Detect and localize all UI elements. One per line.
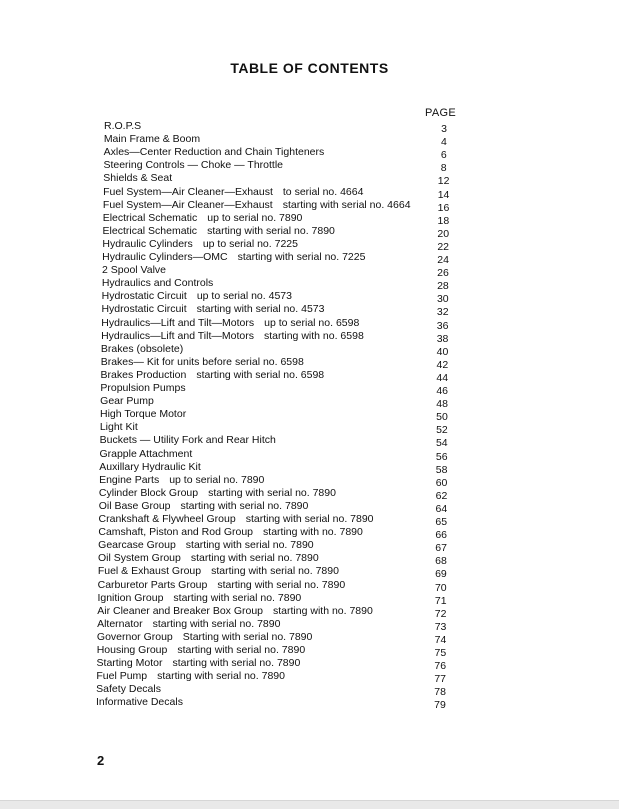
- toc-entry-title: Informative Decals: [96, 696, 183, 709]
- toc-entry: [96, 696, 183, 709]
- toc-entry-page: 48: [436, 398, 448, 411]
- toc-entry: [100, 421, 138, 434]
- toc-entry-title: Cylinder Block Group: [98, 486, 199, 499]
- toc-entry: [104, 120, 141, 133]
- toc-entry-serial-note: up to serial no. 7890: [207, 211, 303, 224]
- toc-entry: [100, 395, 154, 408]
- toc-entry-title: 2 Spool Valve: [102, 264, 167, 277]
- toc-entry-title: Light Kit: [99, 421, 138, 434]
- toc-entry-title: Engine Parts: [99, 473, 160, 486]
- toc-entry-page: 32: [436, 306, 449, 319]
- toc-entry: [102, 238, 298, 251]
- toc-entry-serial-note: starting with serial no. 4664: [282, 198, 411, 211]
- toc-entry-title: Electrical Schematic: [102, 211, 198, 224]
- toc-entry-page: 68: [435, 555, 447, 568]
- toc-entry: [103, 225, 335, 238]
- toc-entry-page: 75: [434, 647, 447, 659]
- toc-entry-page: 8: [440, 162, 447, 175]
- toc-entry-page: 74: [434, 633, 447, 646]
- page-title: TABLE OF CONTENTS: [230, 60, 389, 76]
- toc-entry: [101, 303, 324, 316]
- toc-entry: [103, 186, 363, 199]
- toc-entry: [96, 670, 285, 683]
- toc-entry-page: 79: [434, 699, 446, 712]
- toc-entry-title: Brakes— Kit for units before serial no. 6598: [100, 355, 304, 368]
- toc-entry-title: Fuel & Exhaust Group: [97, 565, 202, 578]
- toc-entry-page: 12: [437, 175, 450, 188]
- toc-entry-page: 28: [437, 280, 449, 293]
- toc-entry: [98, 552, 319, 565]
- toc-entry: [98, 579, 346, 592]
- toc-entry: [97, 605, 373, 618]
- toc-entry-page: 56: [435, 450, 448, 463]
- toc-entry-title: Hydraulic Cylinders: [102, 237, 193, 250]
- toc-entry-title: Fuel Pump: [96, 670, 148, 683]
- toc-entry-page: 16: [437, 201, 450, 214]
- toc-entry-page: 24: [437, 254, 449, 266]
- toc-entry-page: 30: [436, 293, 449, 306]
- toc-entry-page: 77: [434, 673, 447, 686]
- toc-entry-page: 14: [437, 188, 450, 201]
- toc-entry: [99, 448, 192, 461]
- toc-entry: [98, 526, 362, 539]
- toc-entry: [100, 408, 186, 421]
- toc-entry-page: 3: [441, 123, 447, 135]
- toc-entry-title: Hydraulic Cylinders—OMC: [102, 251, 228, 263]
- toc-entry: [103, 199, 411, 212]
- toc-entry: [101, 330, 364, 343]
- toc-entry-serial-note: starting with serial no. 7890: [177, 644, 306, 656]
- toc-entry-title: Air Cleaner and Breaker Box Group: [97, 604, 264, 617]
- toc-entry-page: 60: [435, 476, 448, 489]
- toc-entry-title: Fuel System—Air Cleaner—Exhaust: [102, 198, 273, 211]
- toc-entry-title: Buckets — Utility Fork and Rear Hitch: [99, 434, 276, 447]
- toc-entry-serial-note: starting with serial no. 7890: [190, 552, 319, 565]
- toc-entry-page: 50: [436, 411, 448, 424]
- toc-entry-serial-note: starting with serial no. 7890: [180, 499, 309, 512]
- toc-entry: [104, 133, 200, 146]
- toc-entry-page: 46: [436, 385, 449, 397]
- toc-entry: [103, 212, 303, 225]
- toc-entry-page: 72: [434, 607, 447, 620]
- toc-entry-title: High Torque Motor: [100, 408, 187, 421]
- toc-entry-serial-note: starting with serial no. 7890: [152, 617, 281, 630]
- toc-entry-serial-note: starting with serial no. 7890: [245, 513, 374, 525]
- toc-entry-title: Brakes (obsolete): [100, 342, 184, 355]
- toc-entry-serial-note: up to serial no. 4573: [196, 290, 292, 303]
- toc-entry-page: 62: [435, 489, 448, 502]
- toc-entry-serial-note: to serial no. 4664: [282, 185, 364, 198]
- toc-entry: [97, 631, 312, 644]
- toc-entry-serial-note: starting with serial no. 7890: [157, 670, 285, 683]
- toc-entry: [101, 356, 304, 369]
- toc-entry-title: Hydraulics—Lift and Tilt—Motors: [101, 316, 255, 329]
- toc-entry: [104, 146, 325, 159]
- toc-entry-title: R.O.P.S: [104, 120, 142, 132]
- toc-entry-page: 36: [436, 319, 449, 332]
- toc-entry-page: 66: [435, 529, 448, 542]
- toc-entry-title: Brakes Production: [100, 368, 187, 381]
- page-number: 2: [97, 753, 105, 768]
- toc-entry-page: 26: [437, 267, 449, 280]
- toc-entry-title: Safety Decals: [96, 683, 161, 696]
- toc-entry-serial-note: starting with serial no. 7890: [173, 591, 302, 604]
- toc-entry-serial-note: starting with serial no. 7225: [237, 251, 366, 263]
- toc-entry-title: Hydraulics—Lift and Tilt—Motors: [101, 329, 254, 342]
- toc-entry-serial-note: Starting with serial no. 7890: [182, 630, 313, 643]
- toc-entry-title: Shields & Seat: [103, 172, 173, 185]
- toc-entry: [99, 487, 336, 500]
- toc-entry-page: 67: [435, 542, 447, 555]
- toc-entry: [97, 644, 305, 657]
- toc-entry-page: 20: [437, 227, 450, 240]
- toc-entry-serial-note: starting with serial no. 7890: [208, 486, 336, 499]
- toc-entry-page: 65: [435, 516, 448, 528]
- toc-entry-title: Oil Base Group: [98, 499, 171, 512]
- toc-entry-title: Camshaft, Piston and Rod Group: [98, 526, 254, 539]
- toc-entry: [99, 513, 374, 526]
- toc-entry-page: 69: [435, 568, 447, 581]
- toc-entry: [100, 434, 276, 447]
- toc-entry-page: 71: [434, 594, 447, 607]
- toc-entry: [103, 159, 283, 172]
- toc-entry-title: Starting Motor: [96, 657, 163, 670]
- toc-entry-title: Main Frame & Boom: [103, 133, 201, 146]
- toc-entry: [98, 539, 313, 552]
- toc-entry-title: Grapple Attachment: [99, 447, 193, 460]
- toc-entry: [102, 290, 292, 303]
- toc-entry: [97, 657, 301, 670]
- toc-entry-page: 18: [437, 214, 450, 227]
- toc-entry-serial-note: up to serial no. 6598: [264, 316, 360, 329]
- toc-entry-serial-note: starting with no. 6598: [263, 329, 364, 342]
- toc-entry: [99, 461, 201, 474]
- toc-entry: [102, 264, 166, 277]
- toc-entry-serial-note: starting with serial no. 7890: [185, 539, 314, 552]
- toc-entry-page: 22: [437, 240, 450, 253]
- toc-entry-title: Hydraulics and Controls: [101, 277, 214, 290]
- toc-entry-page: 44: [436, 371, 449, 384]
- toc-entry-title: Ignition Group: [97, 591, 164, 604]
- toc-entry-title: Propulsion Pumps: [100, 382, 186, 394]
- toc-entry: [101, 317, 359, 330]
- toc-entry-page: 42: [436, 358, 449, 371]
- toc-entry-page: 73: [434, 620, 447, 633]
- toc-entry-page: 54: [435, 437, 448, 450]
- toc-entry: [96, 683, 161, 696]
- toc-entry-page: 40: [436, 345, 449, 358]
- toc-entry-page: 6: [440, 149, 447, 162]
- toc-entry: [99, 500, 309, 513]
- toc-entry-serial-note: starting with serial no. 7890: [211, 565, 339, 578]
- toc-entry-page: 70: [434, 581, 447, 594]
- toc-entry-title: Hydrostatic Circuit: [101, 303, 187, 316]
- toc-entry: [101, 369, 325, 382]
- toc-entry-serial-note: up to serial no. 7890: [169, 473, 265, 486]
- toc-entry-title: Oil System Group: [98, 552, 181, 565]
- toc-entry-serial-note: starting with no. 7890: [273, 604, 373, 617]
- toc-entry-page: 76: [434, 660, 447, 673]
- toc-entry-serial-note: starting with no. 7890: [263, 526, 363, 539]
- toc-entry: [100, 382, 185, 395]
- toc-entry: [97, 592, 301, 605]
- toc-entry-serial-note: starting with serial no. 7890: [172, 657, 301, 670]
- toc-entry-page: 4: [440, 136, 447, 149]
- toc-entry-title: Fuel System—Air Cleaner—Exhaust: [103, 185, 273, 198]
- toc-entry-serial-note: starting with serial no. 4573: [196, 303, 325, 316]
- toc-entry-title: Axles—Center Reduction and Chain Tighteners: [103, 146, 325, 159]
- toc-entry: [102, 277, 213, 290]
- toc-entry: [102, 251, 365, 264]
- toc-entry-page: 38: [436, 332, 449, 345]
- toc-entry-page: 78: [434, 686, 446, 699]
- toc-entry-title: Governor Group: [96, 630, 173, 643]
- toc-entry-serial-note: up to serial no. 7225: [202, 237, 298, 250]
- toc-entry-title: Alternator: [97, 617, 143, 630]
- toc-entry-title: Carburetor Parts Group: [97, 578, 208, 591]
- page-column-header: PAGE: [425, 107, 456, 119]
- toc-entry-title: Crankshaft & Flywheel Group: [98, 513, 236, 525]
- toc-entry-serial-note: starting with serial no. 7890: [207, 224, 335, 237]
- toc-entry-page: 64: [435, 502, 448, 515]
- toc-entry-title: Gearcase Group: [98, 539, 176, 552]
- toc-entry: [97, 618, 280, 631]
- toc-entry-serial-note: starting with serial no. 6598: [196, 368, 325, 381]
- toc-entry-serial-note: starting with serial no. 7890: [217, 578, 346, 591]
- toc-entry-title: Auxillary Hydraulic Kit: [99, 460, 201, 473]
- toc-entry-title: Steering Controls — Choke — Throttle: [103, 159, 284, 172]
- toc-entry-title: Electrical Schematic: [102, 224, 198, 237]
- toc-entry: [99, 474, 264, 487]
- toc-entry-title: Housing Group: [96, 644, 168, 656]
- toc-entry-title: Hydrostatic Circuit: [101, 290, 187, 303]
- toc-entry: [101, 343, 183, 356]
- toc-entry: [98, 565, 339, 578]
- toc-entry-title: Gear Pump: [100, 395, 154, 408]
- toc-entry-page: 58: [435, 463, 448, 476]
- toc-entry: [103, 172, 172, 185]
- toc-entry-page: 52: [436, 424, 448, 437]
